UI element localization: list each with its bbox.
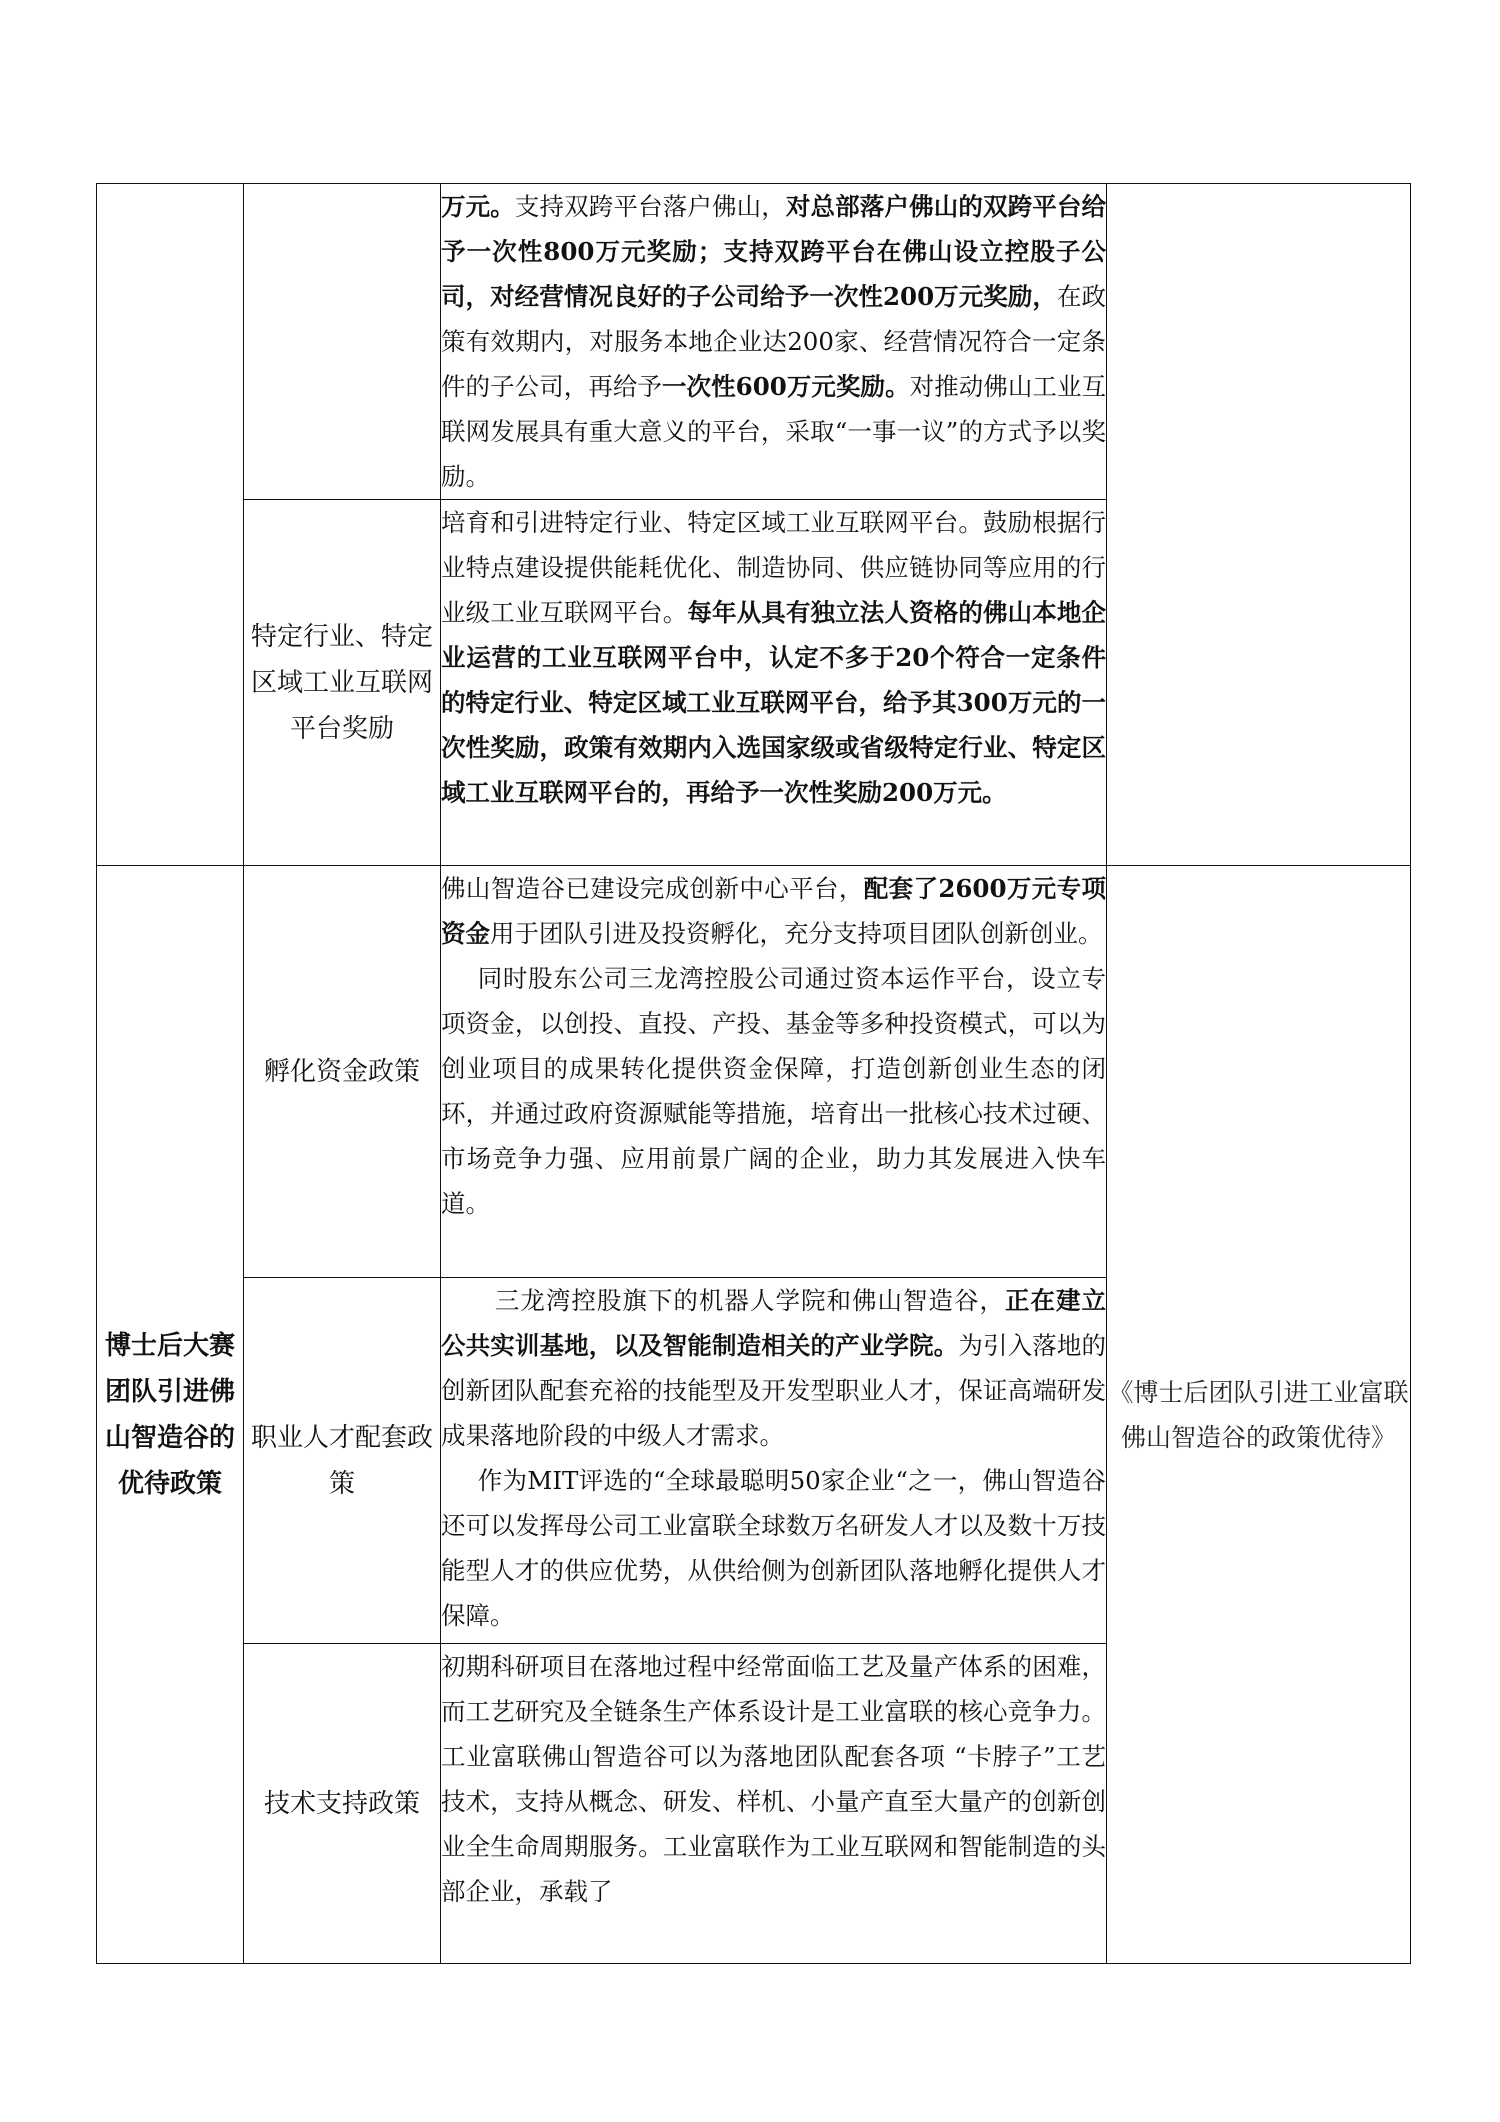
policy-content-cell [441, 1278, 1107, 1644]
policy-table [96, 183, 1411, 1964]
category-label: 博士后大赛团队引进佛山智造谷的优待政策 [97, 866, 244, 1964]
policy-text: 初期科研项目在落地过程中经常面临工艺及量产体系的困难，而工艺研究及全链条生产体系设计是工业富联的核心竞争力。工业富联佛山智造谷可以为落地团队配套各项 “卡脖子”工艺技术，支持从概念、研发、样机、小量产直至大量产的创新创业全生命周期服务。工业富联作为工业互联网和智能制造的头部企业，承载了 [441, 1652, 1106, 1906]
policy-text: 佛山智造谷已建设完成创新中心平台，配套了2600万元专项资金用于团队引进及投资孵化，充分支持项目团队创新创业。 [441, 874, 1106, 948]
source-document-title: 《博士后团队引进工业富联佛山智造谷的政策优待》 [1107, 866, 1411, 1964]
table-row [97, 866, 1411, 1278]
policy-content-cell [441, 866, 1107, 1278]
policy-text: 同时股东公司三龙湾控股公司通过资本运作平台，设立专项资金，以创投、直投、产投、基金等多种投资模式，可以为创业项目的成果转化提供资金保障，打造创新创业生态的闭环，并通过政府资源赋能等措施，培育出一批核心技术过硬、市场竞争力强、应用前景广阔的企业，助力其发展进入快车道。 [441, 964, 1106, 1218]
source-cell-empty [1107, 184, 1411, 866]
subcategory-label: 特定行业、特定区域工业互联网平台奖励 [244, 500, 441, 866]
category-cell-empty [97, 184, 244, 866]
policy-content-cell [441, 1644, 1107, 1964]
policy-content-cell [441, 500, 1107, 866]
subcategory-label: 技术支持政策 [244, 1644, 441, 1964]
policy-text: 培育和引进特定行业、特定区域工业互联网平台。鼓励根据行业特点建设提供能耗优化、制造协同、供应链协同等应用的行业级工业互联网平台。每年从具有独立法人资格的佛山本地企业运营的工业互联网平台中，认定不多于20个符合一定条件的特定行业、特定区域工业互联网平台，给予其300万元的一次性奖励，政策有效期内入选国家级或省级特定行业、特定区域工业互联网平台的，再给予一次性奖励200万元。 [441, 508, 1107, 807]
subcategory-cell-empty [244, 184, 441, 500]
table-row [97, 184, 1411, 500]
policy-content-cell [441, 184, 1107, 500]
policy-text: 三龙湾控股旗下的机器人学院和佛山智造谷，正在建立公共实训基地，以及智能制造相关的产业学院。为引入落地的创新团队配套充裕的技能型及开发型职业人才，保证高端研发成果落地阶段的中级人才需求。 [441, 1286, 1107, 1450]
subcategory-label: 孵化资金政策 [244, 866, 441, 1278]
policy-text: 万元。支持双跨平台落户佛山，对总部落户佛山的双跨平台给予一次性800万元奖励；支持双跨平台在佛山设立控股子公司，对经营情况良好的子公司给予一次性200万元奖励，在政策有效期内，对服务本地企业达200家、经营情况符合一定条件的子公司，再给予一次性600万元奖励。对推动佛山工业互联网发展具有重大意义的平台，采取“一事一议”的方式予以奖励。 [441, 192, 1107, 491]
policy-text: 作为MIT评选的“全球最聪明50家企业“之一，佛山智造谷还可以发挥母公司工业富联全球数万名研发人才以及数十万技能型人才的供应优势，从供给侧为创新团队落地孵化提供人才保障。 [441, 1466, 1106, 1630]
subcategory-label: 职业人才配套政策 [244, 1278, 441, 1644]
